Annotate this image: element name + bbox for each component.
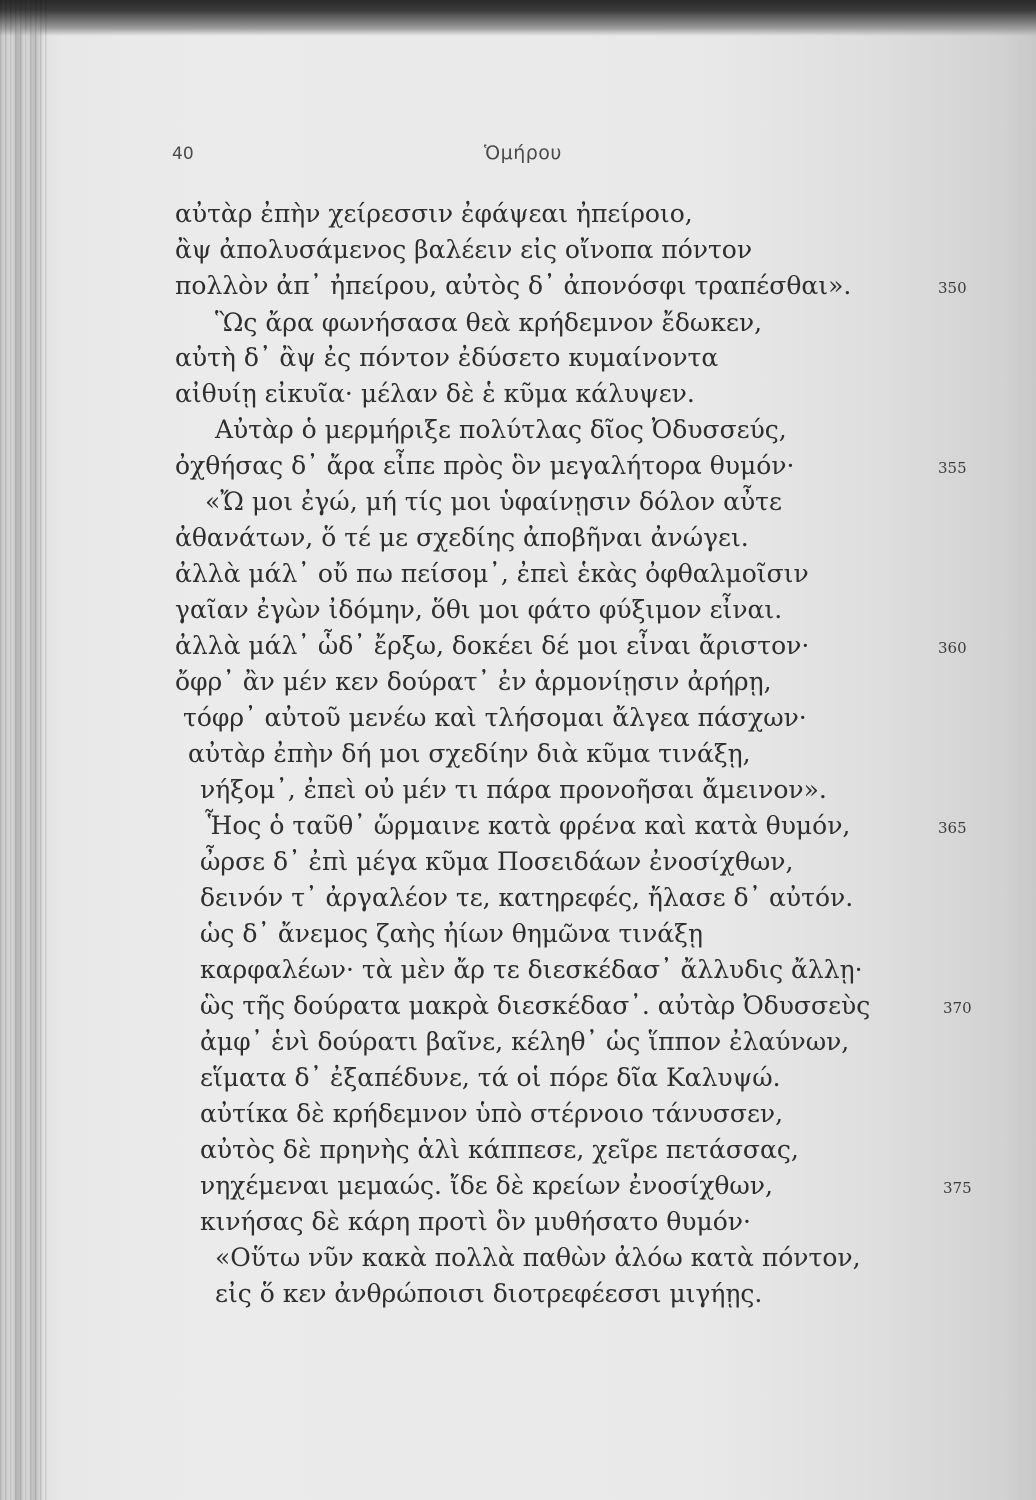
line-number: 370 [943,999,972,1017]
verse-line: «Ὤ μοι ἐγώ, μή τίς μοι ὑφαίνῃσιν δόλον αὖτε [205,487,782,516]
line-number: 350 [938,279,967,297]
verse-line: γαῖαν ἐγὼν ἰδόμην, ὅθι μοι φάτο φύξιμον εἶναι. [175,595,783,624]
verse-line: ἀμφ᾿ ἑνὶ δούρατι βαῖνε, κέληθ᾿ ὡς ἵππον ἐλαύνων, [200,1027,850,1056]
verse-line: κινήσας δὲ κάρη προτὶ ὃν μυθήσατο θυμόν· [200,1207,751,1236]
page-number: 40 [172,144,194,164]
verse-line: ἀθανάτων, ὅ τέ με σχεδίης ἀποβῆναι ἀνώγει. [175,523,749,552]
verse-line: αὐτὴ δ᾿ ἂψ ἐς πόντον ἐδύσετο κυμαίνοντα [175,343,719,372]
verse-line: Αὐτὰρ ὁ μερμήριξε πολύτλας δῖος Ὀδυσσεύς, [215,415,787,444]
verse-line: νηχέμεναι μεμαώς. ἴδε δὲ κρείων ἐνοσίχθων, [200,1171,773,1200]
line-number: 375 [943,1179,972,1197]
verse-line: πολλὸν ἀπ᾿ ἠπείρου, αὐτὸς δ᾿ ἀπονόσφι τραπέσθαι». [175,271,852,300]
verse-line: τόφρ᾿ αὐτοῦ μενέω καὶ τλήσομαι ἄλγεα πάσχων· [183,703,807,732]
verse-line: αὐτὸς δὲ πρηνὴς ἁλὶ κάππεσε, χεῖρε πετάσσας, [200,1135,799,1164]
verse-line: ὣς τῆς δούρατα μακρὰ διεσκέδασ᾿. αὐτὰρ Ὀδυσσεὺς [200,991,871,1020]
verse-line: αὐτὰρ ἐπὴν χείρεσσιν ἐφάψεαι ἠπείροιο, [175,199,693,228]
line-number: 360 [938,639,967,657]
verse-line: «Οὕτω νῦν κακὰ πολλὰ παθὼν ἀλόω κατὰ πόντον, [215,1243,861,1272]
verse-line: ὄφρ᾿ ἂν μέν κεν δούρατ᾿ ἐν ἁρμονίῃσιν ἀρήρῃ, [175,667,772,696]
line-number: 365 [938,819,967,837]
running-title: Ὁμήρου [484,142,562,164]
line-number: 355 [938,459,967,477]
verse-line: ἀλλὰ μάλ᾿ οὔ πω πείσομ᾿, ἐπεὶ ἑκὰς ὀφθαλμοῖσιν [175,559,809,588]
verse-line: Ἧος ὁ ταῦθ᾿ ὥρμαινε κατὰ φρένα καὶ κατὰ θυμόν, [205,811,851,840]
verse-line: ὦρσε δ᾿ ἐπὶ μέγα κῦμα Ποσειδάων ἐνοσίχθων, [200,847,794,876]
verse-line: ἀλλὰ μάλ᾿ ὧδ᾿ ἔρξω, δοκέει δέ μοι εἶναι ἄριστον· [175,631,810,660]
verse-line: εἰς ὅ κεν ἀνθρώποισι διοτρεφέεσσι μιγήῃς. [215,1279,763,1308]
verse-line: αὐτὰρ ἐπὴν δή μοι σχεδίην διὰ κῦμα τινάξῃ, [188,739,751,768]
verse-line: Ὣς ἄρα φωνήσασα θεὰ κρήδεμνον ἔδωκεν, [215,308,763,337]
verse-line: καρφαλέων· τὰ μὲν ἄρ τε διεσκέδασ᾿ ἄλλυδις ἄλλῃ· [200,955,863,984]
verse-line: αἰθυίῃ εἰκυῖα· μέλαν δὲ ἑ κῦμα κάλυψεν. [175,379,695,408]
verse-line: νήξομ᾿, ἐπεὶ οὐ μέν τι πάρα προνοῆσαι ἄμεινον». [200,775,827,804]
verse-line: δεινόν τ᾿ ἀργαλέον τε, κατηρεφές, ἤλασε δ᾿ αὐτόν. [200,883,854,912]
verse-line: εἵματα δ᾿ ἐξαπέδυνε, τά οἱ πόρε δῖα Καλυψώ. [200,1063,781,1092]
verse-line: αὐτίκα δὲ κρήδεμνον ὑπὸ στέρνοιο τάνυσσεν, [200,1099,784,1128]
verse-line: ἂψ ἀπολυσάμενος βαλέειν εἰς οἴνοπα πόντον [175,235,753,264]
verse-line: ὀχθήσας δ᾿ ἄρα εἶπε πρὸς ὃν μεγαλήτορα θυμόν· [175,451,795,480]
verse-line: ὡς δ᾿ ἄνεμος ζαὴς ἠίων θημῶνα τινάξῃ [200,919,703,948]
